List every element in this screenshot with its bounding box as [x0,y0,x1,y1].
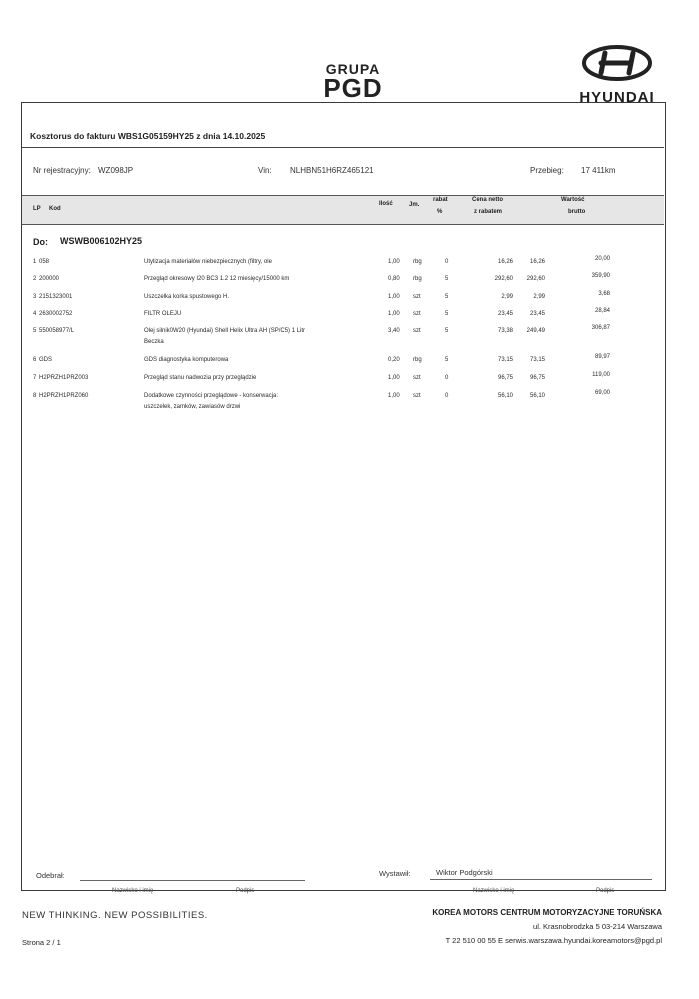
row-discount: 5 [445,357,449,363]
vin-value: NLHBN51H6RZ465121 [290,166,374,175]
row-lp: 2 [33,276,37,282]
do-label: Do: [33,237,48,247]
row-gross-value: 69,00 [594,390,610,396]
row-discount-price: 56,10 [529,393,545,399]
row-unit: szt [413,311,421,317]
mileage-value: 17 411km [581,166,616,175]
row-code: 2151323001 [39,294,73,300]
row-code: GDS [39,357,53,363]
row-net-price: 96,75 [497,375,513,381]
row-name-continued: uszczelek, zamków, zawiasów drzwi [144,404,241,410]
row-quantity: 1,00 [388,375,400,381]
received-signature-line [80,880,305,881]
row-discount-price: 2,99 [533,294,545,300]
vin-label: Vin: [258,166,272,175]
header-lp: LP [33,206,41,212]
row-gross-value: 359,90 [591,273,610,279]
row-net-price: 73,15 [497,357,513,363]
row-unit: szt [413,393,421,399]
header-kod: Kod [49,206,61,212]
document-title: Kosztorus do fakturu WBS1G05159HY25 z dnia 14.10.2025 [30,131,266,141]
row-name: Utylizacja materiałów niebezpiecznych (filtry, ole [144,259,272,265]
row-gross-value: 20,00 [594,256,610,262]
footer-company: KOREA MOTORS CENTRUM MOTORYZACYJNE TORUŃSKA [432,908,662,917]
row-gross-value: 3,68 [598,291,610,297]
row-unit: szt [413,328,421,334]
row-gross-value: 28,84 [594,308,610,314]
issued-label: Wystawił: [379,869,411,878]
page-number: Strona 2 / 1 [22,938,61,947]
row-gross-value: 306,87 [591,325,610,331]
issued-signature-caption: Podpis [596,888,615,894]
row-discount-price: 23,45 [529,311,545,317]
row-gross-value: 119,00 [592,372,610,378]
row-discount: 5 [445,311,449,317]
row-discount-price: 16,26 [529,259,545,265]
row-quantity: 1,00 [388,311,400,317]
row-gross-value: 89,97 [594,354,610,360]
row-discount-price: 249,49 [526,328,545,334]
row-discount: 0 [445,375,449,381]
header-rabat-unit: % [437,209,443,215]
row-lp: 5 [33,328,37,334]
row-quantity: 1,00 [388,393,400,399]
header-ilosc: Ilość [379,201,393,207]
row-unit: rbg [413,357,422,363]
row-unit: rbg [413,276,422,282]
row-unit: rbg [413,259,422,265]
row-net-price: 2,99 [501,294,513,300]
footer-slogan: NEW THINKING. NEW POSSIBILITIES. [22,910,208,921]
row-discount: 5 [445,294,449,300]
footer-address: ul. Krasnobrodzka 5 03-214 Warszawa [533,922,662,931]
footer-contact: T 22 510 00 55 E serwis.warszawa.hyundai.koreamotors@pgd.pl [445,936,662,945]
received-signature-caption: Podpis [236,888,255,894]
header-rabat: rabat [433,197,448,203]
do-value: WSWB006102HY25 [60,236,143,246]
row-name: Olej silnik0W20 (Hyundai) Shell Helix Ultra AH (SP/C5) 1 Litr [144,328,306,334]
registration-label: Nr rejestracyjny: [33,166,91,175]
row-quantity: 0,80 [388,276,400,282]
row-discount-price: 96,75 [529,375,545,381]
header-jm: Jm. [409,202,420,208]
row-name: Przegląd stanu nadwozia przy przeglądzie [144,375,257,381]
registration-value: WZ098JP [98,166,134,175]
row-name: Dodatkowe czynności przeglądowe - konserwacja: [144,393,279,399]
row-code: 2630002752 [39,311,73,317]
row-quantity: 0,20 [388,357,400,363]
pgd-logo-bottom: PGD [323,73,383,103]
row-discount: 0 [445,259,449,265]
row-discount-price: 292,60 [526,276,545,282]
received-label: Odebrał: [36,871,65,880]
hyundai-emblem-icon [581,44,653,82]
issued-name: Wiktor Podgórski [436,868,493,877]
row-lp: 4 [33,311,37,317]
row-discount-price: 73,15 [529,357,545,363]
header-cena: Cena netto [472,197,504,203]
pgd-logo-top: GRUPA [325,61,381,77]
row-lp: 7 [33,375,37,381]
row-unit: szt [413,294,421,300]
row-lp: 3 [33,294,37,300]
issued-name-caption: Nazwisko i imię [473,888,515,894]
row-net-price: 292,60 [494,276,513,282]
row-lp: 6 [33,357,37,363]
row-code: 550058977/L [39,328,75,334]
row-name: Uszczelka korka spustowego H. [144,294,230,300]
divider [22,147,664,148]
row-unit: szt [413,375,421,381]
hyundai-wordmark: HYUNDAI [579,89,655,106]
row-net-price: 23,45 [497,311,513,317]
row-quantity: 1,00 [388,259,400,265]
row-discount: 5 [445,328,449,334]
received-name-caption: Nazwisko i imię [112,888,154,894]
header-wartosc: Wartość [561,197,585,203]
row-code: 200000 [39,276,60,282]
row-net-price: 56,10 [497,393,513,399]
row-discount: 0 [445,393,449,399]
row-code: H2PRZH1PRZ060 [39,393,89,399]
header-cena-rabat: z rabatem [474,209,503,215]
row-name-continued: Beczka [144,339,164,345]
hyundai-logo [568,44,666,106]
mileage-label: Przebieg: [530,166,564,175]
row-quantity: 3,40 [388,328,400,334]
header-wartosc-brutto: brutto [568,209,586,215]
row-name: GDS diagnostyka komputerowa [144,357,229,363]
row-net-price: 73,38 [497,328,513,334]
pgd-logo [312,61,394,103]
row-name: Przegląd okresowy I20 BC3 1.2 12 miesięcy/15000 km [144,276,290,282]
table-header [22,195,664,225]
row-lp: 8 [33,393,37,399]
row-code: H2PRZH1PRZ003 [39,375,89,381]
row-discount: 5 [445,276,449,282]
row-net-price: 16,26 [497,259,513,265]
row-quantity: 1,00 [388,294,400,300]
row-code: 058 [39,259,50,265]
row-lp: 1 [33,259,37,265]
row-name: FILTR OLEJU [144,311,182,317]
issued-signature-line [430,879,652,880]
